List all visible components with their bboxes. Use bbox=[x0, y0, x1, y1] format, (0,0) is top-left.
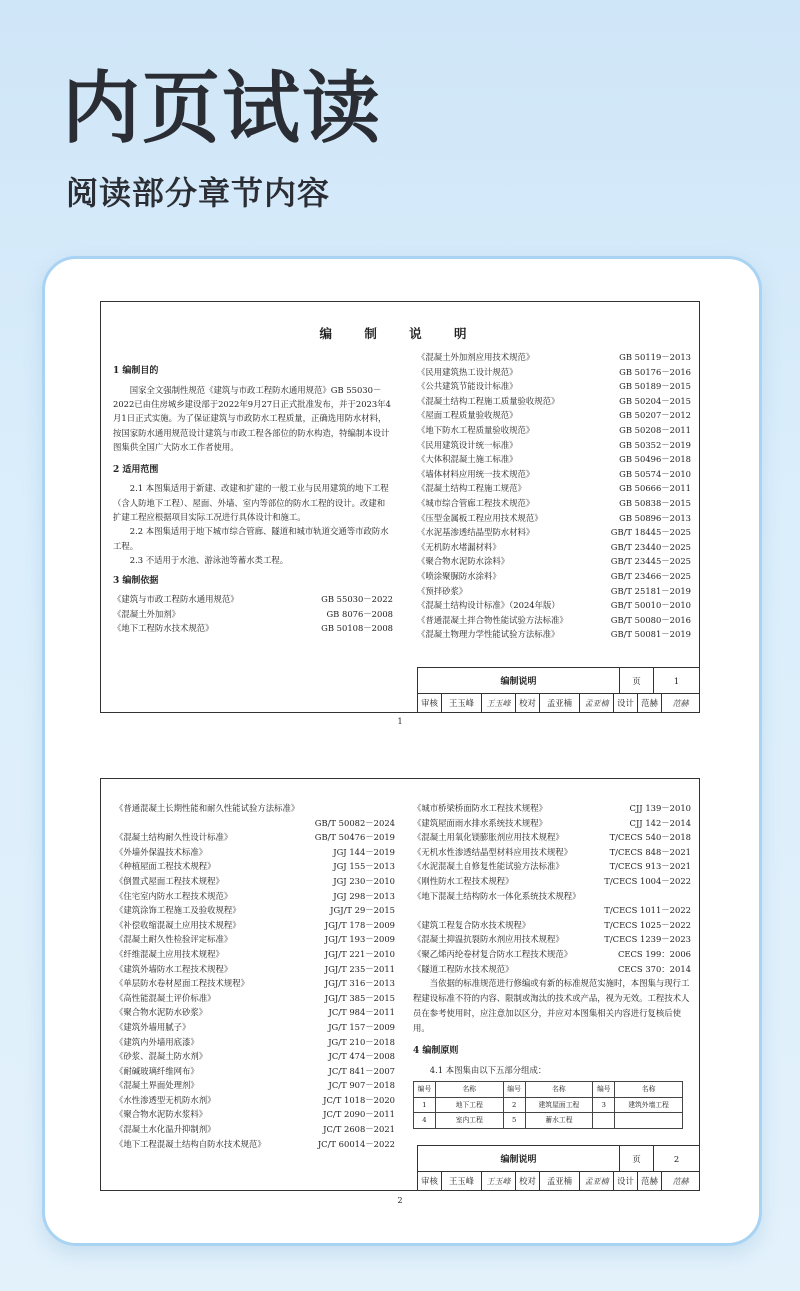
reference-code: GB 50666－2011 bbox=[619, 483, 691, 494]
reference-name: 《混凝土结构耐久性设计标准》 bbox=[115, 832, 233, 843]
table-cell: 5 bbox=[503, 1113, 525, 1129]
reference-name: 《大体积混凝土施工标准》 bbox=[417, 454, 518, 465]
reference-code: JGJ/T 235－2011 bbox=[324, 963, 395, 974]
reference-name: 《公共建筑节能设计标准》 bbox=[417, 381, 518, 392]
reference-item bbox=[115, 1020, 395, 1035]
reference-code: JGJ/T 221－2010 bbox=[324, 948, 395, 959]
reference-item bbox=[115, 903, 395, 918]
page-label: 页 bbox=[619, 1146, 653, 1171]
reference-item bbox=[413, 830, 691, 845]
reference-item bbox=[417, 350, 691, 365]
reference-name: 《屋面工程质量验收规范》 bbox=[417, 410, 518, 421]
table-row bbox=[414, 1113, 683, 1129]
reference-name: 《普通混凝土拌合物性能试验方法标准》 bbox=[417, 614, 568, 625]
reference-item bbox=[417, 365, 691, 380]
reference-name: 《聚合物水泥防水涂料》 bbox=[417, 556, 510, 567]
reference-code: GB/T 50080－2016 bbox=[610, 614, 691, 625]
paragraph: 2.3 不适用于水池、游泳池等蓄水类工程。 bbox=[129, 555, 289, 566]
reference-code: JGJ 298－2013 bbox=[333, 890, 395, 901]
reference-code: GB 50838－2015 bbox=[619, 497, 691, 508]
table-cell: 地下工程 bbox=[435, 1097, 503, 1113]
reference-code: JG/T 157－2009 bbox=[328, 1021, 395, 1032]
reference-code: JC/T 2090－2011 bbox=[323, 1109, 395, 1120]
reference-item bbox=[417, 379, 691, 394]
reference-code: GB 50574－2010 bbox=[619, 468, 691, 479]
table-cell: 4 bbox=[414, 1113, 436, 1129]
reference-name: 《砂浆、混凝土防水剂》 bbox=[115, 1051, 208, 1062]
reference-item bbox=[417, 511, 691, 526]
paragraph: 4.1 本图集由以下五部分组成： bbox=[429, 1064, 547, 1075]
reference-item bbox=[115, 947, 395, 962]
reference-code: GB/T 23466－2025 bbox=[610, 570, 691, 581]
reference-item bbox=[115, 991, 395, 1006]
reference-code: T/CECS 848－2021 bbox=[609, 846, 691, 857]
reference-item bbox=[115, 932, 395, 947]
drawing-name: 编制说明 bbox=[500, 1155, 537, 1165]
page-number: 1 bbox=[397, 717, 403, 726]
reference-code: JGJ/T 193－2009 bbox=[324, 934, 395, 945]
drawing-name: 编制说明 bbox=[500, 677, 537, 687]
reference-name: 《聚合物水泥防水浆料》 bbox=[115, 1109, 208, 1120]
reference-code: CJJ 142－2014 bbox=[629, 817, 691, 828]
reference-name: 《混凝土耐久性检验评定标准》 bbox=[115, 934, 233, 945]
reference-name: 《聚乙烯丙纶卷材复合防水工程技术规范》 bbox=[413, 948, 573, 959]
reference-code: GB 50352－2019 bbox=[619, 439, 691, 450]
design-label: 设计 bbox=[614, 694, 638, 712]
reference-item bbox=[115, 889, 395, 904]
reference-code: GB/T 50082－2024 bbox=[314, 817, 395, 828]
table-header-cell: 名称 bbox=[615, 1082, 683, 1098]
reference-item bbox=[113, 621, 393, 636]
reference-code: JC/T 474－2008 bbox=[328, 1051, 395, 1062]
reference-code: GB/T 50010－2010 bbox=[610, 600, 691, 611]
paragraph: 2.2 本图集适用于地下城市综合管廊、隧道和城市轨道交通等市政防水工程。 bbox=[113, 526, 389, 551]
designer-signature: 范赫 bbox=[672, 698, 689, 708]
reference-name: 《水泥基渗透结晶型防水材料》 bbox=[417, 527, 535, 538]
reference-item bbox=[413, 947, 691, 962]
reference-item bbox=[115, 918, 395, 933]
right-column bbox=[417, 350, 691, 642]
reference-list bbox=[113, 592, 393, 636]
reference-name: 《水性渗透型无机防水剂》 bbox=[115, 1094, 216, 1105]
reference-name: 《墙体材料应用统一技术规范》 bbox=[417, 468, 535, 479]
reference-code: JC/T 1018－2020 bbox=[323, 1094, 395, 1105]
reference-name: 《建筑涂饰工程施工及验收规程》 bbox=[115, 905, 241, 916]
reference-code: T/CECS 1239－2023 bbox=[604, 934, 691, 945]
reference-code: JGJ/T 178－2009 bbox=[324, 919, 395, 930]
reference-item bbox=[413, 859, 691, 874]
checker-name: 孟亚楠 bbox=[540, 694, 580, 712]
reference-name: 《建筑外墙用腻子》 bbox=[115, 1021, 191, 1032]
reference-item bbox=[115, 962, 395, 977]
reference-code: GB 8076－2008 bbox=[326, 608, 393, 619]
reference-code: GB/T 23445－2025 bbox=[610, 556, 691, 567]
reference-item bbox=[115, 830, 395, 845]
reference-name: 《建筑外墙防水工程技术规程》 bbox=[115, 963, 233, 974]
reference-item bbox=[413, 816, 691, 831]
reference-code: GB/T 50476－2019 bbox=[314, 832, 395, 843]
reference-list bbox=[115, 801, 395, 1151]
reference-code: GB 50896－2013 bbox=[619, 512, 691, 523]
reference-name: 《混凝土界面处理剂》 bbox=[115, 1080, 199, 1091]
reference-item bbox=[115, 1064, 395, 1079]
reference-item bbox=[413, 962, 691, 977]
reference-name: 《水泥混凝土自修复性能试验方法标准》 bbox=[413, 861, 564, 872]
reference-name: 《地下混凝土结构防水一体化系统技术规程》 bbox=[413, 890, 581, 901]
reference-name: 《民用建筑热工设计规范》 bbox=[417, 366, 518, 377]
reference-item bbox=[413, 874, 691, 889]
reference-code: T/CECS 913－2021 bbox=[609, 861, 691, 872]
document-page-1 bbox=[100, 301, 700, 713]
reference-name: 《地下工程混凝土结构自防水技术规范》 bbox=[115, 1138, 266, 1149]
reference-item bbox=[417, 554, 691, 569]
reference-list bbox=[417, 350, 691, 642]
hero-subtitle: 阅读部分章节内容 bbox=[66, 174, 331, 212]
reference-code: GB/T 50081－2019 bbox=[610, 629, 691, 640]
page-value: 2 bbox=[653, 1146, 699, 1171]
table-row bbox=[414, 1097, 683, 1113]
reference-item bbox=[417, 627, 691, 642]
reference-item bbox=[417, 438, 691, 453]
reviewer-signature: 王玉峰 bbox=[482, 694, 516, 712]
reference-code: JC/T 907－2018 bbox=[328, 1080, 395, 1091]
reference-code: T/CECS 1025－2022 bbox=[604, 919, 691, 930]
table-cell: 2 bbox=[503, 1097, 525, 1113]
reference-item bbox=[413, 932, 691, 947]
reference-code: JC/T 841－2007 bbox=[328, 1065, 395, 1076]
reference-code: GB/T 25181－2019 bbox=[610, 585, 691, 596]
reference-item bbox=[115, 1122, 395, 1137]
reference-name: 《民用建筑设计统一标准》 bbox=[417, 439, 518, 450]
reference-name: 《地下工程防水技术规范》 bbox=[113, 623, 214, 634]
paragraph: 国家全文强制性规范《建筑与市政工程防水通用规范》GB 55030－2022已由住房城乡建设部于2022年9月27日正式批准发布，并于2023年4月1日正式实施。为了保证建筑与市政防水工程质量，正确选用防水材料，按国家防水通用规范设计建筑与市政工程各部位的防水构造，特编制本设计图集供全国广大防水工作者使用。 bbox=[113, 384, 391, 453]
section-title: 3 编制依据 bbox=[113, 575, 159, 586]
designer-name: 范赫 bbox=[638, 1172, 662, 1190]
table-header-cell: 编号 bbox=[414, 1082, 436, 1098]
page-value: 1 bbox=[653, 668, 699, 693]
reference-name: 《混凝土结构工程施工质量验收规范》 bbox=[417, 395, 560, 406]
reference-item bbox=[113, 592, 393, 607]
reference-code: JG/T 210－2018 bbox=[328, 1036, 395, 1047]
title-block bbox=[417, 1145, 699, 1190]
check-label: 校对 bbox=[516, 1172, 540, 1190]
reference-code: T/CECS 540－2018 bbox=[609, 832, 691, 843]
reference-name: 《刚性防水工程技术规程》 bbox=[413, 875, 514, 886]
review-label: 审核 bbox=[418, 694, 442, 712]
reference-name: 《无机防水堵漏材料》 bbox=[417, 541, 501, 552]
reviewer-name: 王玉峰 bbox=[442, 1172, 482, 1190]
reference-item bbox=[115, 1049, 395, 1064]
reference-code: GB 50189－2015 bbox=[619, 381, 691, 392]
reference-name: 《倒置式屋面工程技术规程》 bbox=[115, 875, 224, 886]
reference-code: JGJ/T 29－2015 bbox=[330, 905, 395, 916]
reference-name: 《混凝土外加剂》 bbox=[113, 608, 180, 619]
reference-name: 《压型金属板工程应用技术规范》 bbox=[417, 512, 543, 523]
parts-table bbox=[413, 1081, 683, 1129]
reference-name: 《混凝土外加剂应用技术规范》 bbox=[417, 352, 535, 362]
reference-name: 《混凝土结构工程施工规范》 bbox=[417, 483, 526, 494]
reference-code: GB/T 23440－2025 bbox=[610, 541, 691, 552]
right-column bbox=[413, 801, 691, 1129]
reference-item bbox=[413, 845, 691, 860]
reference-name: 《无机水性渗透结晶型材料应用技术规程》 bbox=[413, 846, 573, 857]
reference-name: 《建筑与市政工程防水通用规范》 bbox=[113, 594, 239, 605]
reference-code: GB 50207－2012 bbox=[619, 410, 691, 421]
checker-signature: 孟亚楠 bbox=[580, 694, 614, 712]
reference-item bbox=[417, 613, 691, 628]
table-cell: 1 bbox=[414, 1097, 436, 1113]
reference-name: 《建筑屋面雨水排水系统技术规程》 bbox=[413, 817, 547, 828]
reference-item bbox=[417, 496, 691, 511]
reference-item bbox=[113, 607, 393, 622]
reference-item bbox=[417, 584, 691, 599]
reference-code: GB 50496－2018 bbox=[619, 454, 691, 465]
page-label: 页 bbox=[619, 668, 653, 693]
reference-name: 《高性能混凝土评价标准》 bbox=[115, 992, 216, 1003]
reference-code: CJJ 139－2010 bbox=[629, 803, 691, 813]
reference-item bbox=[115, 976, 395, 991]
reference-item bbox=[417, 598, 691, 613]
reference-code: JC/T 2608－2021 bbox=[323, 1124, 395, 1135]
reference-code: GB 50204－2015 bbox=[619, 395, 691, 406]
table-cell: 3 bbox=[593, 1097, 615, 1113]
reference-name: 《混凝土水化温升抑制剂》 bbox=[115, 1124, 216, 1135]
reference-name: 《地下防水工程质量验收规范》 bbox=[417, 424, 535, 435]
table-cell bbox=[615, 1113, 683, 1129]
title-block bbox=[417, 667, 699, 712]
checker-name: 孟亚楠 bbox=[540, 1172, 580, 1190]
reference-item bbox=[417, 394, 691, 409]
reference-name: 《城市桥梁桥面防水工程技术规程》 bbox=[413, 803, 547, 813]
reference-code: JGJ/T 316－2013 bbox=[324, 978, 395, 989]
reference-item bbox=[417, 540, 691, 555]
reference-item bbox=[417, 408, 691, 423]
reference-code: T/CECS 1004－2022 bbox=[604, 875, 691, 886]
reference-name: 《纤维混凝土应用技术规程》 bbox=[115, 948, 224, 959]
checker-signature: 孟亚楠 bbox=[580, 1172, 614, 1190]
reference-name: 《种植屋面工程技术规程》 bbox=[115, 861, 216, 872]
reference-name: 《外墙外保温技术标准》 bbox=[115, 846, 208, 857]
reference-code: GB 50108－2008 bbox=[321, 623, 393, 634]
reference-item bbox=[115, 1035, 395, 1050]
reference-name: 《混凝土物理力学性能试验方法标准》 bbox=[417, 629, 560, 640]
reference-name: 《普通混凝土长期性能和耐久性能试验方法标准》 bbox=[115, 803, 300, 813]
left-column bbox=[113, 358, 393, 636]
check-label: 校对 bbox=[516, 694, 540, 712]
table-cell bbox=[593, 1113, 615, 1129]
table-header-cell: 名称 bbox=[435, 1082, 503, 1098]
document-page-2 bbox=[100, 778, 700, 1191]
reference-item bbox=[417, 481, 691, 496]
reference-item bbox=[115, 1078, 395, 1093]
reference-item bbox=[413, 801, 691, 816]
reference-code: T/CECS 1011－2022 bbox=[604, 905, 691, 916]
reference-code: CECS 199：2006 bbox=[617, 948, 691, 959]
section-title: 4 编制原则 bbox=[413, 1046, 459, 1057]
reference-code: CECS 370：2014 bbox=[617, 963, 691, 974]
doc-title: 编 制 说 明 bbox=[319, 326, 481, 341]
note-paragraph: 当依据的标准规范进行修编或有新的标准规范实施时，本图集与现行工程建设标准不符的内容、限制或淘汰的技术或产品，视为无效。工程技术人员在参考使用时，应注意加以区分，并应对本图集相关内容进行复核后使用。 bbox=[413, 978, 690, 1034]
reference-name: 《耐碱玻璃纤维网布》 bbox=[115, 1065, 199, 1076]
reference-item bbox=[417, 452, 691, 467]
reference-code: GB 50119－2013 bbox=[619, 352, 691, 362]
reference-code: GB/T 18445－2025 bbox=[610, 527, 691, 538]
reference-item bbox=[417, 423, 691, 438]
section-title: 2 适用范围 bbox=[113, 464, 159, 475]
reference-name: 《混凝土抑温抗裂防水剂应用技术规程》 bbox=[413, 934, 564, 945]
reference-name: 《隧道工程防水技术规范》 bbox=[413, 963, 514, 974]
left-column bbox=[115, 801, 395, 1151]
page-number: 2 bbox=[397, 1196, 403, 1205]
reference-item bbox=[413, 918, 691, 933]
designer-name: 范赫 bbox=[638, 694, 662, 712]
paragraph: 2.1 本图集适用于新建、改建和扩建的一般工业与民用建筑的地下工程（含人防地下工程）、屋面、外墙、室内等部位的防水工程的设计。改建和扩建工程应根据项目实际工况进行具体设计和施工。 bbox=[113, 483, 389, 523]
section-title: 1 编制目的 bbox=[113, 366, 159, 376]
reference-code: GB 50208－2011 bbox=[619, 424, 691, 435]
table-cell: 建筑外墙工程 bbox=[615, 1097, 683, 1113]
reference-code: JC/T 984－2011 bbox=[328, 1007, 395, 1018]
reference-code: JGJ 230－2010 bbox=[333, 875, 395, 886]
reference-item bbox=[115, 1137, 395, 1152]
reference-item bbox=[115, 1093, 395, 1108]
reference-code: JGJ 155－2013 bbox=[333, 861, 395, 872]
reference-name: 《建筑内外墙用底漆》 bbox=[115, 1036, 199, 1047]
reference-code: JC/T 60014－2022 bbox=[317, 1138, 395, 1149]
table-header-cell: 编号 bbox=[503, 1082, 525, 1098]
reference-name: 《预拌砂浆》 bbox=[417, 585, 468, 596]
table-header-cell: 编号 bbox=[593, 1082, 615, 1098]
reference-name: 《补偿收缩混凝土应用技术规程》 bbox=[115, 919, 241, 930]
hero-title: 内页试读 bbox=[62, 64, 383, 154]
reference-item bbox=[417, 569, 691, 584]
reference-name: 《建筑工程复合防水技术规程》 bbox=[413, 919, 531, 930]
reference-item bbox=[115, 1107, 395, 1122]
reference-name: 《混凝土结构设计标准》（2024年版） bbox=[417, 600, 560, 611]
reference-code: GB 50176－2016 bbox=[619, 366, 691, 377]
reviewer-name: 王玉峰 bbox=[442, 694, 482, 712]
design-label: 设计 bbox=[614, 1172, 638, 1190]
reference-name: 《喷涂聚脲防水涂料》 bbox=[417, 570, 501, 581]
reference-item bbox=[115, 859, 395, 874]
reference-item bbox=[417, 467, 691, 482]
reviewer-signature: 王玉峰 bbox=[482, 1172, 516, 1190]
table-header-cell: 名称 bbox=[525, 1082, 593, 1098]
reference-code: GB 55030－2022 bbox=[321, 594, 393, 605]
reference-item bbox=[417, 525, 691, 540]
reference-item bbox=[115, 845, 395, 860]
reference-name: 《单层防水卷材屋面工程技术规程》 bbox=[115, 978, 249, 989]
reference-name: 《混凝土用氧化镁膨胀剂应用技术规程》 bbox=[413, 832, 564, 843]
reference-name: 《城市综合管廊工程技术规范》 bbox=[417, 497, 535, 508]
reference-code: JGJ/T 385－2015 bbox=[324, 992, 395, 1003]
review-label: 审核 bbox=[418, 1172, 442, 1190]
table-cell: 蓄水工程 bbox=[525, 1113, 593, 1129]
table-cell: 室内工程 bbox=[435, 1113, 503, 1129]
designer-signature: 范赫 bbox=[672, 1176, 689, 1186]
reference-name: 《住宅室内防水工程技术规范》 bbox=[115, 890, 233, 901]
reference-name: 《聚合物水泥防水砂浆》 bbox=[115, 1007, 208, 1018]
reference-item bbox=[115, 874, 395, 889]
reference-item bbox=[115, 1005, 395, 1020]
table-cell: 建筑屋面工程 bbox=[525, 1097, 593, 1113]
reference-list bbox=[413, 801, 691, 976]
reference-code: JGJ 144－2019 bbox=[333, 846, 395, 857]
